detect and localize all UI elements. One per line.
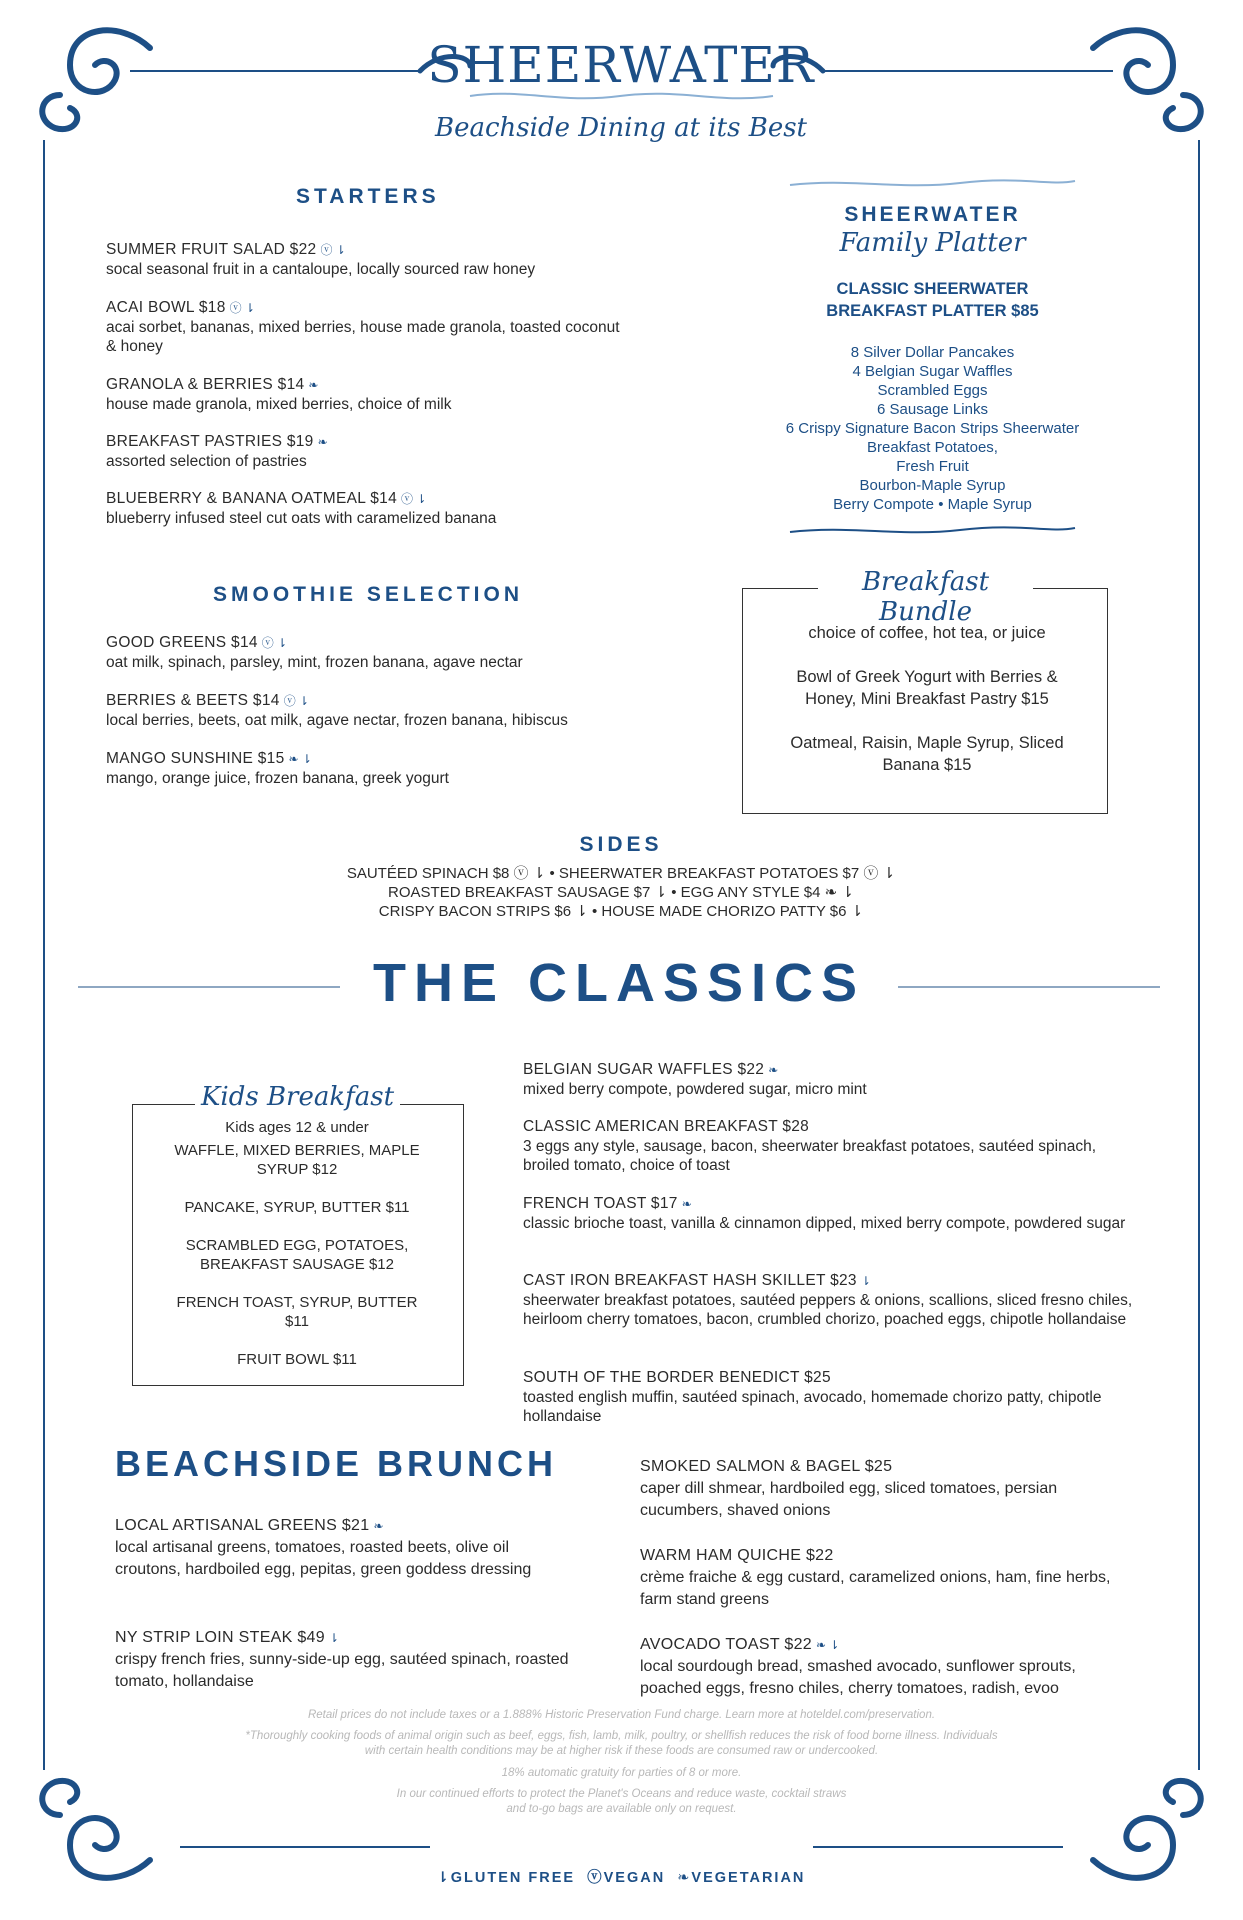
menu-item-description: oat milk, spinach, parsley, mint, frozen banana, agave nectar xyxy=(106,654,523,671)
menu-item-description: acai sorbet, bananas, mixed berries, house made granola, toasted coconut & honey xyxy=(106,319,620,355)
menu-item-name: GOOD GREENS $14 xyxy=(106,634,258,651)
dietary-icons: ❧ xyxy=(317,435,328,449)
menu-item xyxy=(106,633,666,672)
menu-item-name: BLUEBERRY & BANANA OATMEAL $14 xyxy=(106,490,397,507)
menu-item-description: local sourdough bread, smashed avocado, sunflower sprouts, poached eggs, fresno chiles, cherry tomatoes, radish, evoo xyxy=(640,1658,1076,1697)
fine-print-health: *Thoroughly cooking foods of animal origin such as beef, eggs, fish, lamb, milk, poultry, or shellfish reduces the risk of food borne illness. Individuals with certain health conditions may be at higher risk if these foods are consumed raw or undercooked. xyxy=(245,1730,998,1757)
bundle-line: Oatmeal, Raisin, Maple Syrup, Sliced Banana $15 xyxy=(790,734,1064,774)
brand-logo: SHEERWATER xyxy=(427,36,815,94)
menu-item xyxy=(115,1627,570,1693)
bundle-line: choice of coffee, hot tea, or juice xyxy=(808,624,1046,642)
dietary-icons: ⓥ ⇂ xyxy=(229,301,256,315)
fine-print-gratuity: 18% automatic gratuity for parties of 8 or more. xyxy=(501,1767,742,1779)
menu-item-name: BERRIES & BEETS $14 xyxy=(106,692,280,709)
menu-item-name: CLASSIC AMERICAN BREAKFAST $28 xyxy=(523,1118,810,1135)
menu-item-description: caper dill shmear, hardboiled egg, sliced tomatoes, persian cucumbers, shaved onions xyxy=(640,1480,1058,1519)
kids-script: Kids Breakfast xyxy=(195,1082,400,1112)
menu-item xyxy=(523,1271,1143,1329)
bundle-line: Bowl of Greek Yogurt with Berries & Honey, Mini Breakfast Pastry $15 xyxy=(796,668,1058,708)
platter-item: Fresh Fruit xyxy=(896,458,969,475)
kids-menu-item: FRUIT BOWL $11 xyxy=(237,1351,357,1368)
brunch-title: BEACHSIDE BRUNCH xyxy=(115,1443,558,1484)
dietary-icons: ⓥ ⇂ xyxy=(401,492,427,506)
menu-item-name: CAST IRON BREAKFAST HASH SKILLET $23 xyxy=(523,1272,857,1289)
sides-line: ROASTED BREAKFAST SAUSAGE $7 ⇂ • EGG ANY STYLE $4 ❧ ⇂ xyxy=(388,884,854,901)
dietary-icons: ⇂ xyxy=(860,1274,871,1288)
sides-list xyxy=(221,864,1021,921)
fine-print-tax: Retail prices do not include taxes or a 1.888% Historic Preservation Fund charge. Learn more at hoteldel.com/preservation. xyxy=(307,1709,936,1721)
menu-item-description: local berries, beets, oat milk, agave nectar, frozen banana, hibiscus xyxy=(106,712,568,729)
platter-item: Berry Compote • Maple Syrup xyxy=(833,496,1032,513)
menu-item-description: socal seasonal fruit in a cantaloupe, locally sourced raw honey xyxy=(106,261,536,278)
platter-brand: SHEERWATER xyxy=(844,203,1021,226)
kids-subtitle: Kids ages 12 & under xyxy=(225,1119,369,1136)
menu-item xyxy=(106,375,626,414)
vegetarian-legend: ❧VEGETARIAN xyxy=(677,1870,806,1886)
menu-item-description: classic brioche toast, vanilla & cinnamon dipped, mixed berry compote, powdered sugar xyxy=(523,1215,1126,1232)
dietary-icons: ❧ ⇂ xyxy=(815,1638,840,1652)
menu-item-description: local artisanal greens, tomatoes, roasted beets, olive oil croutons, hardboiled egg, pepitas, green goddess dressing xyxy=(115,1539,532,1578)
menu-item xyxy=(640,1456,1140,1522)
dietary-icons: ❧ ⇂ xyxy=(288,752,312,766)
kids-menu-item: WAFFLE, MIXED BERRIES, MAPLE SYRUP $12 xyxy=(174,1142,420,1178)
menu-item-name: AVOCADO TOAST $22 xyxy=(640,1636,812,1653)
kids-menu-item: SCRAMBLED EGG, POTATOES, BREAKFAST SAUSAGE $12 xyxy=(185,1237,409,1273)
dietary-legend xyxy=(371,1866,871,1887)
smoothie-title: SMOOTHIE SELECTION xyxy=(213,583,524,606)
sides-line: CRISPY BACON STRIPS $6 ⇂ • HOUSE MADE CHORIZO PATTY $6 ⇂ xyxy=(378,903,864,920)
dietary-icons: ❧ xyxy=(373,1519,384,1533)
menu-item xyxy=(115,1515,570,1581)
menu-item-description: mixed berry compote, powdered sugar, micro mint xyxy=(523,1081,867,1098)
menu-item-name: BREAKFAST PASTRIES $19 xyxy=(106,433,314,450)
menu-item-name: GRANOLA & BERRIES $14 xyxy=(106,376,305,393)
menu-item-description: 3 eggs any style, sausage, bacon, sheerwater breakfast potatoes, sautéed spinach, broiled tomato, choice of toast xyxy=(523,1138,1097,1174)
menu-item xyxy=(640,1545,1140,1611)
platter-item: 4 Belgian Sugar Waffles xyxy=(852,363,1013,380)
menu-item xyxy=(640,1634,1140,1700)
dietary-icons: ⇂ xyxy=(328,1631,340,1645)
sides-line: SAUTÉED SPINACH $8 ⓥ ⇂ • SHEERWATER BREAKFAST POTATOES $7 ⓥ ⇂ xyxy=(346,865,896,882)
classics-title: THE CLASSICS xyxy=(372,953,866,1013)
platter-item: Bourbon-Maple Syrup xyxy=(859,477,1006,494)
platter-items xyxy=(740,343,1125,514)
bundle-content xyxy=(777,622,1077,776)
menu-item-description: mango, orange juice, frozen banana, greek yogurt xyxy=(106,770,449,787)
menu-item-description: blueberry infused steel cut oats with caramelized banana xyxy=(106,510,497,527)
menu-item-description: toasted english muffin, sautéed spinach, avocado, homemade chorizo patty, chipotle hollandaise xyxy=(523,1389,1102,1425)
tagline: Beachside Dining at its Best xyxy=(435,113,807,143)
menu-item-description: house made granola, mixed berries, choice of milk xyxy=(106,396,452,413)
platter-item: Scrambled Eggs xyxy=(877,382,988,399)
kids-items xyxy=(142,1141,452,1369)
dietary-icons: ⓥ ⇂ xyxy=(320,243,346,257)
platter-item: 6 Sausage Links xyxy=(877,401,988,418)
menu-item-description: crispy french fries, sunny-side-up egg, sautéed spinach, roasted tomato, hollandaise xyxy=(115,1651,569,1690)
menu-item xyxy=(523,1368,1143,1426)
dietary-icons: ⓥ ⇂ xyxy=(283,694,310,708)
gluten-free-legend: ⇂GLUTEN FREE xyxy=(436,1870,576,1886)
sides-title: SIDES xyxy=(579,833,663,856)
menu-item-name: NY STRIP LOIN STEAK $49 xyxy=(115,1629,325,1646)
starters-title: STARTERS xyxy=(296,185,440,208)
menu-item-name: SUMMER FRUIT SALAD $22 xyxy=(106,241,317,258)
platter-title-line2: BREAKFAST PLATTER $85 xyxy=(826,302,1039,320)
platter-script: Family Platter xyxy=(839,228,1026,258)
kids-menu-item: PANCAKE, SYRUP, BUTTER $11 xyxy=(184,1199,410,1216)
platter-item: 6 Crispy Signature Bacon Strips Sheerwater xyxy=(785,420,1080,437)
dietary-icons: ❧ xyxy=(308,378,319,392)
platter-title xyxy=(760,278,1105,322)
menu-item-name: BELGIAN SUGAR WAFFLES $22 xyxy=(523,1061,765,1078)
platter-item: 8 Silver Dollar Pancakes xyxy=(850,344,1015,361)
bundle-script: Breakfast Bundle xyxy=(818,567,1033,627)
kids-menu-item: FRENCH TOAST, SYRUP, BUTTER $11 xyxy=(176,1294,418,1330)
kids-content xyxy=(142,1118,452,1369)
platter-title-line1: CLASSIC SHEERWATER xyxy=(836,280,1029,298)
menu-item-name: SMOKED SALMON & BAGEL $25 xyxy=(640,1458,893,1475)
menu-item-name: MANGO SUNSHINE $15 xyxy=(106,750,285,767)
menu-item-name: FRENCH TOAST $17 xyxy=(523,1195,678,1212)
menu-item-name: WARM HAM QUICHE $22 xyxy=(640,1547,834,1564)
fine-print-ocean: In our continued efforts to protect the Planet's Oceans and reduce waste, cocktail straws and to-go bags are available only on request. xyxy=(396,1788,847,1815)
platter-item: Breakfast Potatoes, xyxy=(867,439,998,456)
menu-item-description: crème fraiche & egg custard, caramelized onions, ham, fine herbs, farm stand greens xyxy=(640,1569,1111,1608)
menu-item xyxy=(523,1060,1143,1099)
menu-item xyxy=(523,1194,1143,1233)
menu-item xyxy=(106,749,666,788)
menu-item-name: SOUTH OF THE BORDER BENEDICT $25 xyxy=(523,1369,831,1386)
menu-item xyxy=(106,489,626,528)
menu-item xyxy=(523,1117,1143,1175)
menu-item xyxy=(106,298,626,356)
menu-item-description: assorted selection of pastries xyxy=(106,453,307,470)
dietary-icons: ❧ xyxy=(768,1063,779,1077)
menu-item-description: sheerwater breakfast potatoes, sautéed peppers & onions, scallions, sliced fresno chiles, heirloom cherry tomatoes, bacon, crumbled chorizo, poached eggs, chipotle hollandaise xyxy=(523,1292,1133,1328)
menu-item-name: ACAI BOWL $18 xyxy=(106,299,226,316)
dietary-icons: ❧ xyxy=(681,1197,692,1211)
dietary-icons: ⓥ ⇂ xyxy=(261,636,288,650)
menu-item xyxy=(106,432,626,471)
menu-item xyxy=(106,691,666,730)
menu-item-name: LOCAL ARTISANAL GREENS $21 xyxy=(115,1517,370,1534)
menu-item xyxy=(106,240,626,279)
vegan-legend: ⓥVEGAN xyxy=(587,1870,666,1886)
